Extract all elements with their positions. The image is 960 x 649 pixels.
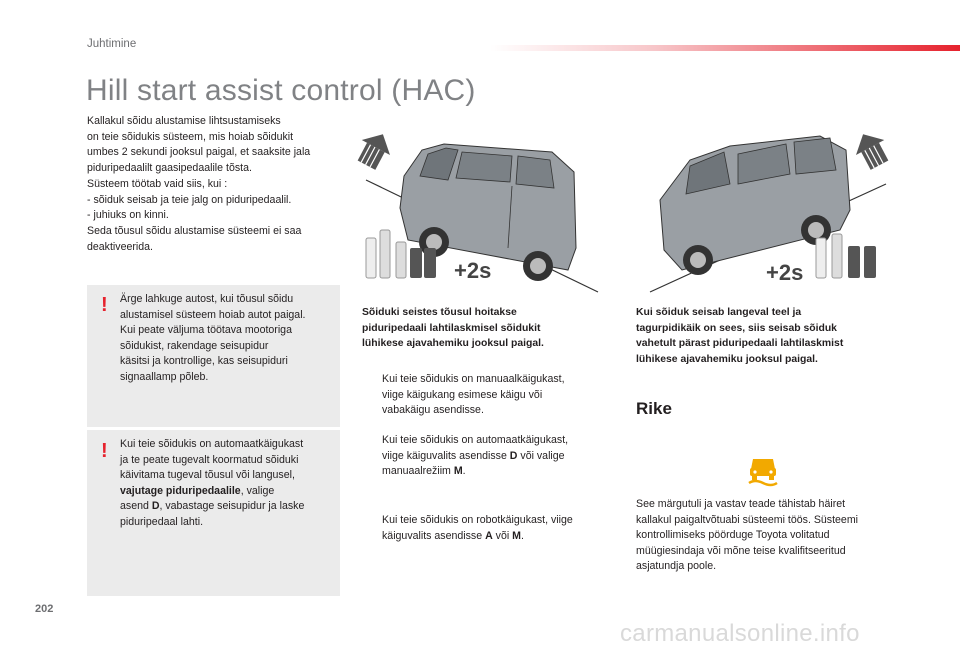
hill-start-warning-icon (745, 451, 781, 487)
bullet-text (382, 513, 573, 544)
intro-line: Seda tõusul sõidu alustamise süsteemi ei saa (87, 224, 302, 237)
fault-line: müügiesindaja või mõne teise kvalifitseeritud (636, 544, 846, 557)
section-label: Juhtimine (87, 38, 137, 50)
fault-line: See märgutuli ja vastav teade tähistab häiret (636, 498, 846, 510)
caption-line: Kui sõiduk seisab langeval teel ja (636, 307, 802, 318)
intro-text (87, 114, 345, 255)
text-span: . (462, 465, 466, 478)
warning-line: käsitsi ja kontrollige, kas seisupiduri (120, 355, 288, 368)
text-span: käiguvalits asendisse (382, 529, 486, 542)
warning-exclamation-icon: ! (101, 294, 108, 316)
warning-line: Ärge lahkuge autost, kui tõusul sõidu (120, 293, 294, 305)
bullet-line (382, 464, 568, 480)
page-title: Hill start assist control (HAC) (86, 74, 476, 107)
header-accent-bar (490, 45, 960, 51)
fault-text (636, 497, 858, 575)
intro-line: Kallakul sõidu alustamise lihtsustamiseks (87, 115, 281, 127)
warning-line: signaallamp põleb. (120, 370, 209, 383)
intro-line: piduripedaalilt gaasipedaalile tõsta. (87, 162, 252, 175)
warning-line: käivitama tugeval tõusul või langusel, (120, 469, 295, 482)
warning-line: sõidukist, rakendage seisupidur (120, 339, 269, 352)
bullet-robotised (364, 513, 604, 545)
downhill-arrow-icon (849, 127, 894, 173)
gear-letter: D (151, 500, 160, 513)
warning-line (120, 484, 335, 500)
warning-line: alustamisel süsteem hoiab autot paigal. (120, 308, 306, 321)
warning-line: ja te peate tugevalt koormatud sõiduki (120, 453, 299, 466)
warning-line: Kui peate väljuma töötava mootoriga (120, 324, 292, 337)
fault-heading: Rike (636, 399, 672, 418)
fault-line: kallakul paigaltvõtuabi süsteemi töös. Süsteemi (636, 513, 858, 526)
caption-line: lühikese ajavahemiku jooksul paigal. (362, 338, 544, 350)
bullet-text (382, 433, 568, 480)
intro-line: Süsteem töötab vaid siis, kui : (87, 177, 228, 190)
intro-line: on teie sõidukis süsteem, mis hoiab sõidukit (87, 130, 294, 143)
caption-line: piduripedaali lahtilaskmisel sõidukit (362, 322, 541, 334)
timer-badge: +2s (454, 258, 492, 283)
bullet-line: viige käigukang esimese käigu või (382, 388, 543, 401)
bullet-line (382, 449, 568, 465)
caption-line: vahetult pärast piduripedaali lahtilaskmist (636, 338, 844, 350)
bold-instruction: vajutage piduripedaalile (120, 484, 241, 497)
watermark: carmanualsonline.info (620, 620, 860, 647)
intro-line: umbes 2 sekundi jooksul paigal, et saaksite jala (87, 146, 311, 159)
text-span: , valige (240, 484, 275, 497)
uphill-caption (362, 305, 544, 352)
warning-line: Kui teie sõidukis on automaatkäigukast (120, 438, 304, 450)
downhill-van-illustration (620, 130, 890, 295)
fault-line: asjatundja poole. (636, 560, 717, 573)
uphill-arrow-icon (352, 127, 397, 173)
caption-line: Sõiduki seistes tõusul hoitakse (362, 307, 517, 318)
pedals-icon (816, 234, 876, 278)
bullet-manual (364, 372, 604, 420)
page-number: 202 (35, 603, 54, 615)
fault-line: kontrollimiseks pöörduge Toyota volitatud (636, 529, 830, 542)
text-span: või (492, 529, 513, 542)
gear-letter: A (485, 529, 493, 542)
gear-letter: D (509, 449, 518, 462)
text-span: viige käiguvalits asendisse (382, 449, 510, 462)
bullet-automatic (364, 433, 604, 481)
bullet-line (382, 529, 573, 545)
warning-line: piduripedaal lahti. (120, 515, 204, 528)
downhill-caption (636, 305, 843, 367)
text-span: . (520, 529, 524, 542)
gear-letter: M (512, 529, 521, 542)
bullet-line: Kui teie sõidukis on automaatkäigukast, (382, 434, 569, 446)
intro-line: - juhiuks on kinni. (87, 209, 169, 222)
bullet-line: vabakäigu asendisse. (382, 404, 484, 417)
warning-line (120, 499, 335, 515)
text-span: manuaalrežiim (382, 465, 454, 478)
warning-text (120, 292, 335, 386)
timer-badge: +2s (766, 260, 804, 285)
bullet-line: Kui teie sõidukis on robotkäigukast, viige (382, 514, 573, 526)
caption-line: lühikese ajavahemiku jooksul paigal. (636, 353, 818, 365)
uphill-van-illustration (362, 130, 602, 295)
text-span: või valige (517, 449, 565, 462)
warning-text (120, 437, 335, 531)
text-span: , vabastage seisupidur ja laske (159, 500, 305, 513)
warning-box-automatic (87, 430, 340, 596)
bullet-text (382, 372, 565, 419)
gear-letter: M (453, 465, 463, 478)
warning-exclamation-icon: ! (101, 440, 108, 462)
text-span: asend (120, 500, 152, 513)
caption-line: tagurpidikäik on sees, siis seisab sõiduk (636, 322, 837, 334)
warning-box-parking (87, 285, 340, 427)
intro-line: deaktiveerida. (87, 240, 153, 253)
intro-line: - sõiduk seisab ja teie jalg on piduripedaalil. (87, 193, 292, 206)
bullet-line: Kui teie sõidukis on manuaalkäigukast, (382, 373, 565, 385)
